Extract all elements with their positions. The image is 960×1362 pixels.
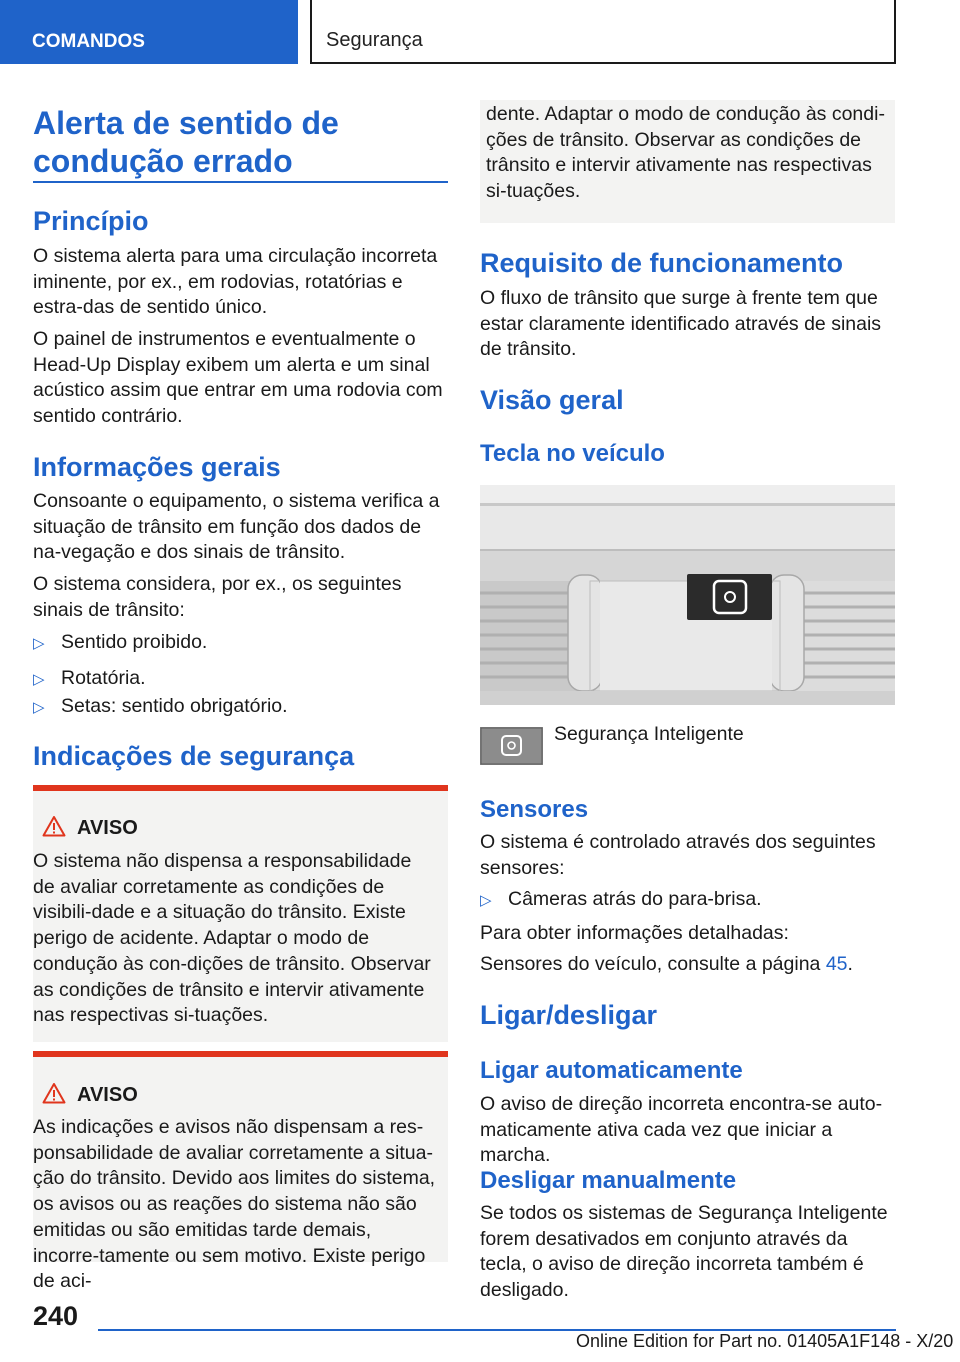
intelligent-safety-button-icon: [480, 727, 543, 765]
triangle-bullet-icon: ▷: [33, 635, 45, 652]
triangle-bullet-icon: ▷: [480, 892, 492, 909]
list-item-text: Câmeras atrás do para-brisa.: [508, 888, 762, 910]
requisito-paragraph: O fluxo de trânsito que surge à frente tem que estar claramente identificado através de sinais de trânsito.: [480, 287, 882, 361]
page-header: [310, 0, 896, 64]
triangle-bullet-icon: ▷: [33, 671, 45, 688]
page-title: [33, 104, 339, 180]
manual-heading: Desligar manualmente: [480, 1167, 737, 1194]
list-item: [33, 666, 146, 692]
reference-paragraph: [480, 952, 895, 978]
manual-paragraph: Se todos os sistemas de Segurança Inteligente forem desativados em conjunto através da tecla, o aviso de direção incorreta também é desligado.: [480, 1202, 888, 1302]
sensores-paragraph: O sistema é controlado através dos seguintes sensores:: [480, 831, 876, 879]
list-item: [33, 694, 288, 720]
chapter-title: Segurança: [326, 29, 423, 51]
list-item-text: Rotatória.: [61, 667, 146, 689]
list-item: [33, 630, 207, 656]
dashboard-button-illustration: [480, 485, 895, 705]
warning-triangle-icon: [42, 815, 66, 837]
tecla-heading: Tecla no veículo: [480, 440, 665, 467]
section-label: COMANDOS: [32, 31, 145, 52]
info-paragraph-2: O sistema considera, por ex., os seguintes sinais de trânsito:: [33, 573, 402, 621]
warning-box-1: [33, 785, 448, 1042]
triangle-bullet-icon: ▷: [33, 699, 45, 716]
list-item: [480, 887, 762, 913]
warning-box-2: [33, 1051, 448, 1293]
auto-heading: Ligar automaticamente: [480, 1057, 743, 1084]
warning-title: AVISO: [77, 1084, 138, 1106]
page-reference-link[interactable]: 45: [825, 953, 848, 975]
warning-text: O sistema não dispensa a responsabilidade de avaliar corretamente as condições de visibili-dade e a situação do trânsito. Existe perigo de acidente. Adaptar o modo de condução às con-dições de trânsito. Observar as condições de trânsito e intervir ativamente nas respectivas si-tuações.: [33, 850, 431, 1027]
title-rule: [33, 181, 448, 183]
info-paragraph-1: Consoante o equipamento, o sistema verifica a situação de trânsito em função dos dados de na-vegação e dos sinais de trânsito.: [33, 490, 440, 564]
principio-heading: Princípio: [33, 206, 149, 236]
principio-paragraph-1: O sistema alerta para uma circulação incorreta iminente, por ex., em rodovias, rotatórias e estra-das de sentido único.: [33, 245, 438, 319]
list-item-text: Sentido proibido.: [61, 631, 208, 653]
warning-triangle-icon: [42, 1082, 66, 1104]
info-heading: Informações gerais: [33, 452, 281, 482]
seguranca-heading: Indicações de segurança: [33, 741, 355, 771]
requisito-heading: Requisito de funcionamento: [480, 248, 844, 278]
sensores-heading: Sensores: [480, 796, 589, 823]
page-title-line1: Alerta de sentido de: [33, 105, 339, 141]
warning-title: AVISO: [77, 817, 138, 839]
detalhes-paragraph: Para obter informações detalhadas:: [480, 922, 789, 944]
page-title-line2: condução errado: [33, 143, 293, 179]
reference-end: .: [847, 953, 853, 975]
ligar-heading: Ligar/desligar: [480, 1000, 658, 1030]
warning-text: As indicações e avisos não dispensam a res-ponsabilidade de avaliar corretamente a situa-ção do trânsito. Devido aos limites do sistema, os avisos ou as reações do sistema não são emitidas ou são emitidas tarde demais, incorre-tamente ou sem motivo. Existe perigo de aci-: [33, 1116, 436, 1293]
edition-text: Online Edition for Part no. 01405A1F148 - X/20: [576, 1331, 954, 1351]
reference-text: Sensores do veículo, consulte a página: [480, 953, 826, 975]
page-number: 240: [33, 1301, 79, 1331]
warning-continuation-box: [480, 100, 895, 223]
list-item-text: Setas: sentido obrigatório.: [61, 695, 288, 717]
principio-paragraph-2: O painel de instrumentos e eventualmente o Head-Up Display exibem um alerta e um sinal acústico assim que entrar em uma rodovia com sentido contrário.: [33, 328, 443, 428]
auto-paragraph: O aviso de direção incorreta encontra-se auto-maticamente ativa cada vez que iniciar a marcha.: [480, 1093, 883, 1167]
button-caption: Segurança Inteligente: [554, 723, 744, 745]
visao-heading: Visão geral: [480, 385, 624, 415]
warning-continuation-text: dente. Adaptar o modo de condução às condi-ções de trânsito. Observar as condições de trânsito e intervir ativamente nas respectivas si-tuações.: [486, 103, 885, 203]
section-tab: [0, 0, 298, 64]
